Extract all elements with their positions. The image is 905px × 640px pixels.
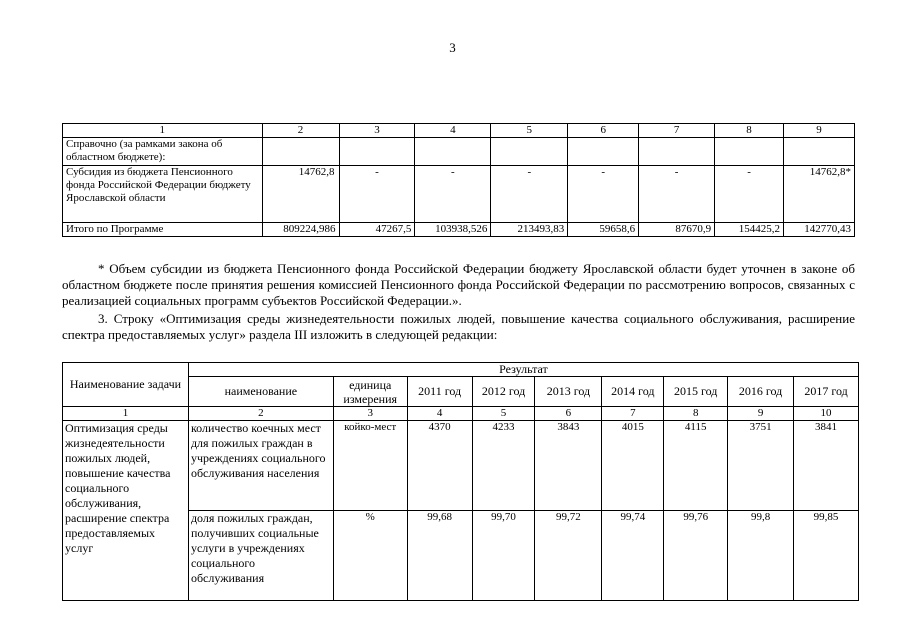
year-header: 2012 год	[472, 377, 535, 407]
table-cell: -	[639, 166, 715, 223]
value-cell: 99,8	[728, 511, 794, 601]
page-number: 3	[449, 40, 456, 55]
table-cell	[715, 138, 784, 166]
header-cell: 1	[63, 124, 263, 138]
value-cell: 99,74	[602, 511, 664, 601]
value-cell: 4115	[664, 421, 728, 511]
column-number: 10	[794, 407, 859, 421]
column-number: 7	[602, 407, 664, 421]
table-cell: 87670,9	[639, 223, 715, 237]
year-header: 2011 год	[407, 377, 472, 407]
table-cell	[339, 138, 415, 166]
result-header: Результат	[188, 363, 858, 377]
task-header: Наименование задачи	[63, 363, 189, 407]
table-cell: 14762,8	[262, 166, 339, 223]
unit-header: единица измерения	[333, 377, 407, 407]
table-cell	[262, 138, 339, 166]
table-cell: 213493,83	[491, 223, 568, 237]
year-header: 2017 год	[794, 377, 859, 407]
table-cell	[568, 138, 639, 166]
name-header: наименование	[188, 377, 333, 407]
table-cell	[639, 138, 715, 166]
value-cell: 99,85	[794, 511, 859, 601]
value-cell: 99,76	[664, 511, 728, 601]
indicator-name: количество коечных мест для пожилых граждан в учреждениях социального обслуживания населения	[188, 421, 333, 511]
table-cell	[783, 138, 854, 166]
year-header: 2014 год	[602, 377, 664, 407]
footnote-paragraph: * Объем субсидии из бюджета Пенсионного фонда Российской Федерации бюджету Ярославской области будет уточнен в законе об областном бюджете после принятия решения комиссией Пенсионного фонда Российской Федерации по рассмотрению вопросов, связанных с реализацией социальных программ субъектов Российской Федерации.».	[62, 261, 855, 308]
value-cell: 4233	[472, 421, 535, 511]
value-cell: 99,70	[472, 511, 535, 601]
header-cell: 3	[339, 124, 415, 138]
table-cell: 59658,6	[568, 223, 639, 237]
unit-cell: койко-мест	[333, 421, 407, 511]
amendment-paragraph: 3. Строку «Оптимизация среды жизнедеятельности пожилых людей, повышение качества социального обслуживания, расширение спектра предоставляемых услуг» раздела III изложить в следующей редакции:	[62, 311, 855, 342]
table-cell	[491, 138, 568, 166]
header-cell: 8	[715, 124, 784, 138]
column-number: 6	[535, 407, 602, 421]
results-table	[62, 362, 859, 601]
header-cell: 9	[783, 124, 854, 138]
column-number: 8	[664, 407, 728, 421]
column-number: 3	[333, 407, 407, 421]
table-cell: -	[339, 166, 415, 223]
table-row	[63, 138, 855, 166]
value-cell: 3843	[535, 421, 602, 511]
indicator-name: доля пожилых граждан, получивших социальные услуги в учреждениях социального обслуживания	[188, 511, 333, 601]
table-cell: 103938,526	[415, 223, 491, 237]
column-number: 4	[407, 407, 472, 421]
column-number: 5	[472, 407, 535, 421]
table-cell: 142770,43	[783, 223, 854, 237]
table-row	[63, 421, 859, 511]
year-header: 2015 год	[664, 377, 728, 407]
year-header: 2016 год	[728, 377, 794, 407]
table-cell	[415, 138, 491, 166]
value-cell: 99,72	[535, 511, 602, 601]
table-cell: -	[415, 166, 491, 223]
table-row	[63, 166, 855, 223]
year-header: 2013 год	[535, 377, 602, 407]
table-cell: 154425,2	[715, 223, 784, 237]
table-header-row	[63, 124, 855, 138]
budget-table	[62, 123, 855, 237]
unit-cell: %	[333, 511, 407, 601]
header-cell: 6	[568, 124, 639, 138]
table-header-row	[63, 363, 859, 377]
value-cell: 4370	[407, 421, 472, 511]
table-cell: 47267,5	[339, 223, 415, 237]
value-cell: 4015	[602, 421, 664, 511]
table-cell: 809224,986	[262, 223, 339, 237]
header-cell: 2	[262, 124, 339, 138]
table-cell: 14762,8*	[783, 166, 854, 223]
column-number: 1	[63, 407, 189, 421]
header-cell: 4	[415, 124, 491, 138]
row-label: Справочно (за рамками закона об областном бюджете):	[63, 138, 263, 166]
task-name: Оптимизация среды жизнедеятельности пожилых людей, повышение качества социального обслуживания, расширение спектра предоставляемых услуг	[63, 421, 189, 601]
column-number: 2	[188, 407, 333, 421]
table-row	[63, 223, 855, 237]
column-number-row	[63, 407, 859, 421]
header-cell: 5	[491, 124, 568, 138]
column-number: 9	[728, 407, 794, 421]
table-cell: -	[491, 166, 568, 223]
row-label: Субсидия из бюджета Пенсионного фонда Российской Федерации бюджету Ярославской области	[63, 166, 263, 223]
row-label: Итого по Программе	[63, 223, 263, 237]
header-cell: 7	[639, 124, 715, 138]
value-cell: 3751	[728, 421, 794, 511]
value-cell: 3841	[794, 421, 859, 511]
table-cell: -	[715, 166, 784, 223]
table-cell: -	[568, 166, 639, 223]
value-cell: 99,68	[407, 511, 472, 601]
